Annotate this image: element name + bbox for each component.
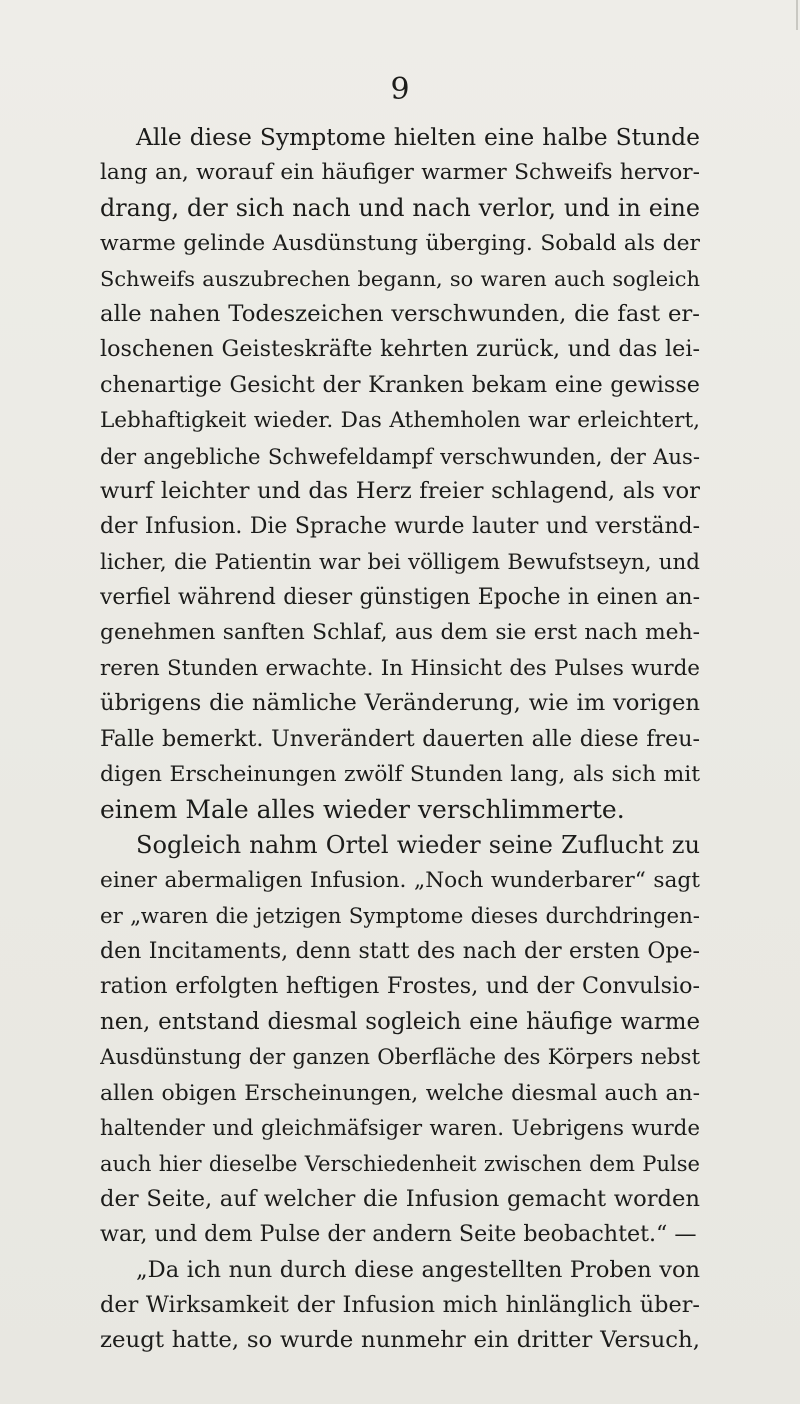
text-line: Lebhaftigkeit wieder. Das Athemholen war erleichtert,: [100, 408, 700, 434]
text-line: der angebliche Schwefeldampf verschwunden, der Aus-: [100, 443, 700, 469]
text-line: ration erfolgten heftigen Frostes, und der Convulsio-: [100, 973, 700, 1000]
page-number: 9: [390, 72, 410, 107]
text-line: einer abermaligen Infusion. „Noch wunderbarer“ sagt: [100, 868, 700, 894]
text-line: digen Erscheinungen zwölf Stunden lang, als sich mit: [100, 762, 700, 788]
text-line: reren Stunden erwachte. In Hinsicht des Pulses wurde: [100, 655, 700, 681]
text-line: der Infusion. Die Sprache wurde lauter und verständ-: [100, 514, 700, 540]
text-line: licher, die Patientin war bei völligem Bewufstseyn, und: [100, 549, 700, 575]
text-line: Sogleich nahm Ortel wieder seine Zuflucht zu: [136, 830, 700, 859]
text-line: nen, entstand diesmal sogleich eine häufige warme: [100, 1008, 700, 1035]
body-text: [100, 120, 700, 1359]
text-line: zeugt hatte, so wurde nunmehr ein dritter Versuch,: [100, 1327, 700, 1354]
text-line: chenartige Gesicht der Kranken bekam eine gewisse: [100, 371, 700, 398]
text-line: Alle diese Symptome hielten eine halbe Stunde: [136, 123, 700, 151]
text-line: „Da ich nun durch diese angestellten Proben von: [136, 1256, 700, 1283]
text-line: der Wirksamkeit der Infusion mich hinlänglich über-: [100, 1291, 700, 1318]
text-line: Falle bemerkt. Unverändert dauerten alle diese freu-: [100, 725, 700, 752]
text-line: allen obigen Erscheinungen, welche diesmal auch an-: [100, 1080, 700, 1106]
text-line: übrigens die nämliche Veränderung, wie im vorigen: [100, 690, 700, 717]
text-line: war, und dem Pulse der andern Seite beobachtet.“ —: [100, 1221, 697, 1248]
text-line: Ausdünstung der ganzen Oberfläche des Körpers nebst: [100, 1045, 700, 1071]
text-line: loschenen Geisteskräfte kehrten zurück, und das lei-: [100, 336, 700, 363]
text-line: der Seite, auf welcher die Infusion gemacht worden: [100, 1185, 700, 1212]
text-line: haltender und gleichmäfsiger waren. Uebrigens wurde: [100, 1115, 700, 1141]
text-line: wurf leichter und das Herz freier schlagend, als vor: [100, 477, 700, 504]
text-line: alle nahen Todeszeichen verschwunden, die fast er-: [100, 300, 700, 327]
page-edge-mark: [796, 0, 798, 30]
text-line: verfiel während dieser günstigen Epoche in einen an-: [100, 585, 700, 611]
text-line: drang, der sich nach und nach verlor, und in eine: [100, 193, 700, 222]
text-line: Schweifs auszubrechen begann, so waren auch sogleich: [100, 266, 700, 291]
text-line: warme gelinde Ausdünstung überging. Sobald als der: [100, 231, 700, 257]
text-line: auch hier dieselbe Verschiedenheit zwischen dem Pulse: [100, 1151, 700, 1177]
text-line: den Incitaments, denn statt des nach der ersten Ope-: [100, 938, 700, 964]
text-line: einem Male alles wieder verschlimmerte.: [100, 795, 625, 825]
text-line: lang an, worauf ein häufiger warmer Schweifs hervor-: [100, 160, 700, 186]
text-line: er „waren die jetzigen Symptome dieses durchdringen-: [100, 903, 700, 929]
text-line: genehmen sanften Schlaf, aus dem sie erst nach meh-: [100, 620, 700, 646]
